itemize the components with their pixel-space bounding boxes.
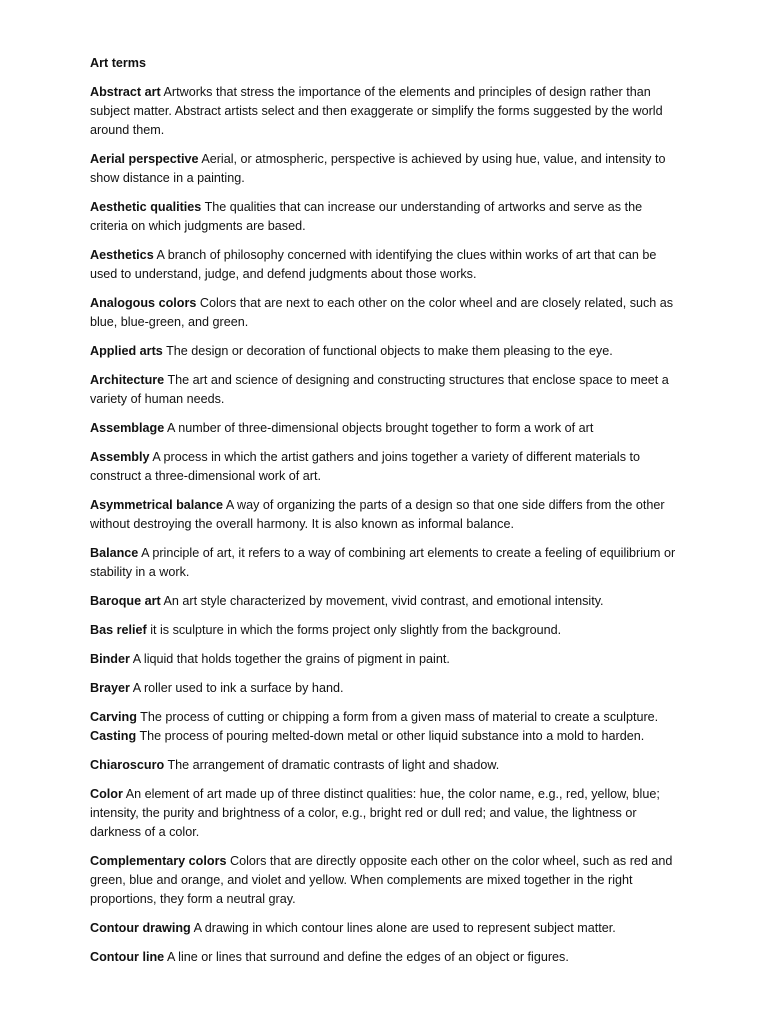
term: Baroque art: [90, 594, 161, 608]
glossary-entry-aesthetics: [90, 246, 682, 284]
definition: A process in which the artist gathers and joins together a variety of different materials to construct a three-dimensional work of art.: [90, 450, 641, 483]
glossary-entry-contour-line: [90, 948, 682, 967]
glossary-entry-applied-arts: [90, 342, 682, 361]
definition: A branch of philosophy concerned with identifying the clues within works of art that can be used to understand, judge, and defend judgments about those works.: [90, 248, 657, 281]
definition: The process of cutting or chipping a form from a given mass of material to create a sculpture.: [140, 710, 659, 724]
term: Binder: [90, 652, 130, 666]
term: Architecture: [90, 373, 165, 387]
document-title: Art terms: [90, 56, 146, 70]
definition: A number of three-dimensional objects brought together to form a work of art: [167, 421, 594, 435]
definition: Colors that are next to each other on the color wheel and are closely related, such as blue, blue-green, and green.: [90, 296, 674, 329]
term: Contour line: [90, 950, 165, 964]
term: Assembly: [90, 450, 150, 464]
term: Aerial perspective: [90, 152, 199, 166]
definition: A line or lines that surround and define the edges of an object or figures.: [166, 950, 569, 964]
glossary-entry-asymmetrical-balance: [90, 496, 682, 534]
glossary-entry-bas-relief: [90, 621, 682, 640]
term: Color: [90, 787, 123, 801]
definition: A way of organizing the parts of a design so that one side differs from the other without destroying the overall harmony. It is also known as informal balance.: [90, 498, 665, 531]
definition: Artworks that stress the importance of the elements and principles of design rather than subject matter. Abstract artists select and then exaggerate or simplify the forms suggested by the world around them.: [90, 85, 663, 137]
glossary-entry-analogous-colors: [90, 294, 682, 332]
term: Carving: [90, 710, 137, 724]
glossary-entry-abstract-art: [90, 83, 682, 140]
term: Bas relief: [90, 623, 147, 637]
definition: An art style characterized by movement, vivid contrast, and emotional intensity.: [163, 594, 604, 608]
definition: The design or decoration of functional objects to make them pleasing to the eye.: [166, 344, 613, 358]
glossary-entry-architecture: [90, 371, 682, 409]
definition: Colors that are directly opposite each other on the color wheel, such as red and green, blue and orange, and violet and yellow. When complements are mixed together in the right proportions, they form a neutral gray.: [90, 854, 673, 906]
definition: The process of pouring melted-down metal or other liquid substance into a mold to harden.: [139, 729, 645, 743]
glossary-entry-balance: [90, 544, 682, 582]
term: Aesthetic qualities: [90, 200, 202, 214]
term: Contour drawing: [90, 921, 191, 935]
glossary-entry-baroque-art: [90, 592, 682, 611]
glossary-entry-assemblage: [90, 419, 682, 438]
definition: A roller used to ink a surface by hand.: [132, 681, 344, 695]
definition: it is sculpture in which the forms project only slightly from the background.: [150, 623, 562, 637]
definition: An element of art made up of three distinct qualities: hue, the color name, e.g., red, yellow, blue; intensity, the purity and brightness of a color, e.g., bright red or dull red; and value, the lightness or darkness of a color.: [90, 787, 660, 839]
definition: Aerial, or atmospheric, perspective is achieved by using hue, value, and intensity to show distance in a painting.: [90, 152, 666, 185]
glossary-entry-assembly: [90, 448, 682, 486]
glossary-entry-chiaroscuro: [90, 756, 682, 775]
glossary-entry-aerial-perspective: [90, 150, 682, 188]
term: Complementary colors: [90, 854, 227, 868]
glossary-entry-color: [90, 785, 682, 842]
term: Applied arts: [90, 344, 163, 358]
definition: The art and science of designing and constructing structures that enclose space to meet a variety of human needs.: [90, 373, 669, 406]
term: Balance: [90, 546, 139, 560]
glossary-entry-aesthetic-qualities: [90, 198, 682, 236]
term: Chiaroscuro: [90, 758, 165, 772]
glossary-entry-casting: [90, 727, 682, 746]
glossary-entry-complementary-colors: [90, 852, 682, 909]
term: Abstract art: [90, 85, 161, 99]
definition: A liquid that holds together the grains of pigment in paint.: [132, 652, 450, 666]
term: Assemblage: [90, 421, 165, 435]
glossary-entry-carving: [90, 708, 682, 727]
definition: The qualities that can increase our understanding of artworks and serve as the criteria on which judgments are based.: [90, 200, 643, 233]
term: Analogous colors: [90, 296, 197, 310]
term: Asymmetrical balance: [90, 498, 224, 512]
term: Aesthetics: [90, 248, 154, 262]
glossary-entry-brayer: [90, 679, 682, 698]
glossary-entry-contour-drawing: [90, 919, 682, 938]
glossary-entry-binder: [90, 650, 682, 669]
definition: A drawing in which contour lines alone are used to represent subject matter.: [193, 921, 616, 935]
definition: The arrangement of dramatic contrasts of light and shadow.: [167, 758, 500, 772]
document-page: [90, 54, 682, 977]
term: Casting: [90, 729, 137, 743]
term: Brayer: [90, 681, 130, 695]
definition: A principle of art, it refers to a way of combining art elements to create a feeling of equilibrium or stability in a work.: [90, 546, 676, 579]
